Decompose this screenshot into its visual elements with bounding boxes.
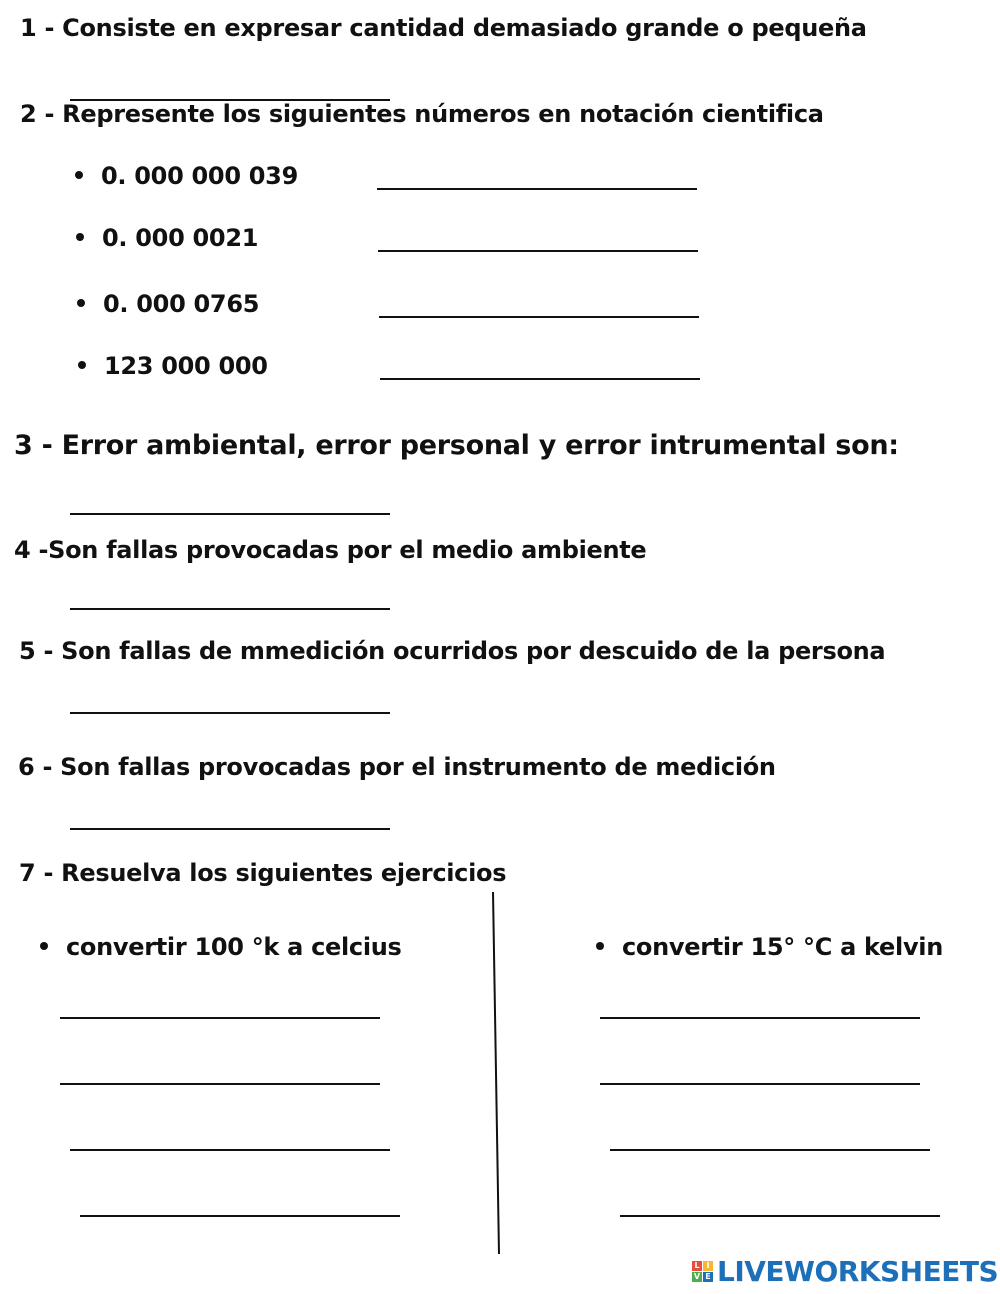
question-4-text: 4 -Son fallas provocadas por el medio ambiente: [14, 536, 647, 564]
question-3-text: 3 - Error ambiental, error personal y error intrumental son:: [14, 430, 899, 461]
question-2-item-3: 0. 000 0765: [77, 290, 259, 318]
liveworksheets-mark-icon: L I V E: [692, 1261, 713, 1282]
question-1-text: 1 - Consiste en expresar cantidad demasiado grande o pequeña: [20, 14, 867, 42]
liveworksheets-logo: [692, 1255, 998, 1288]
question-7-left-exercise: convertir 100 °k a celcius: [40, 933, 402, 961]
question-2-text: 2 - Represente los siguientes números en notación cientifica: [20, 100, 824, 128]
question-2-item-4: 123 000 000: [78, 352, 268, 380]
question-6-text: 6 - Son fallas provocadas por el instrumento de medición: [18, 753, 776, 781]
question-5-text: 5 - Son fallas de mmedición ocurridos por descuido de la persona: [19, 637, 886, 665]
question-2-item-1: 0. 000 000 039: [75, 162, 298, 190]
question-2-item-2: 0. 000 0021: [76, 224, 258, 252]
liveworksheets-logo-text: LIVEWORKSHEETS: [717, 1255, 999, 1288]
question-7-right-exercise: convertir 15° °C a kelvin: [596, 933, 943, 961]
question-7-text: 7 - Resuelva los siguientes ejercicios: [19, 859, 507, 887]
